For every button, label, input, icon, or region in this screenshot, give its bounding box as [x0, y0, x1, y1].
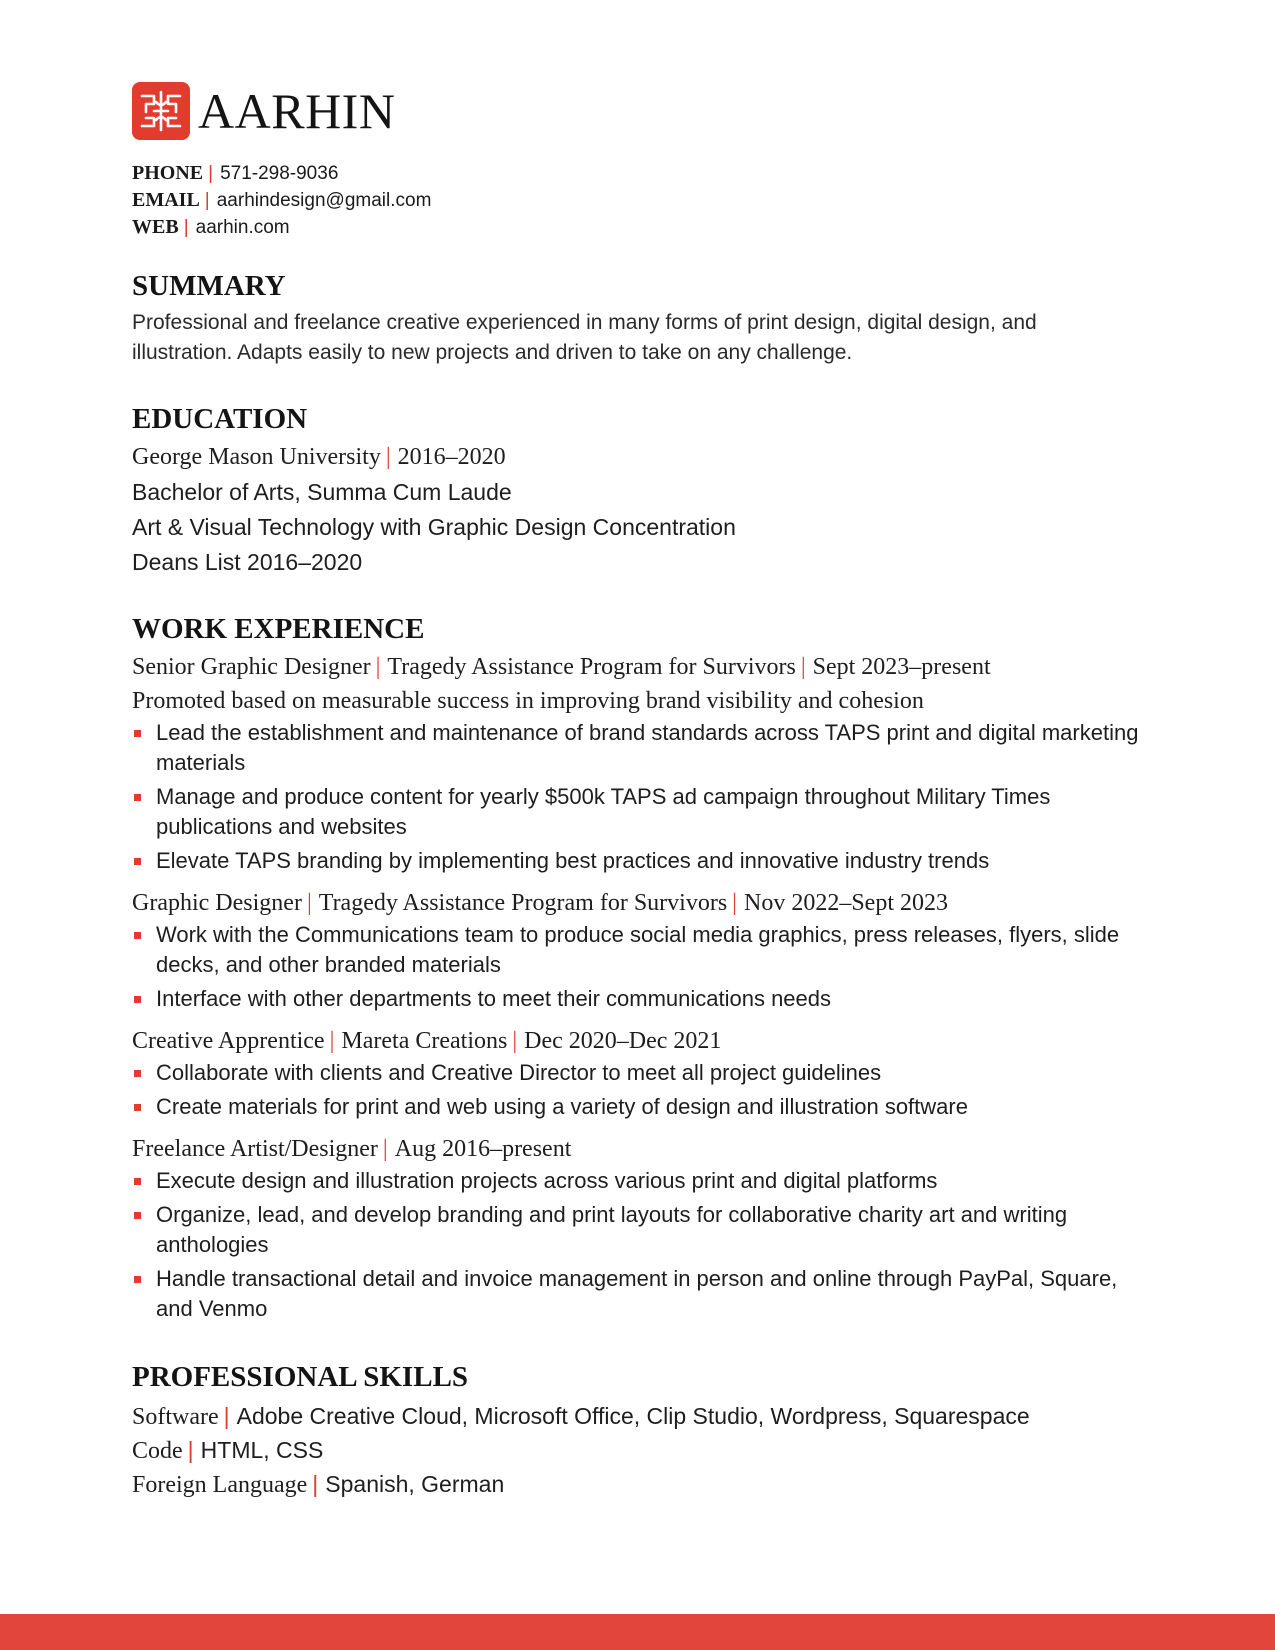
bullet-item: Create materials for print and web using a variety of design and illustration software [132, 1092, 1142, 1122]
job-role: Graphic Designer [132, 890, 302, 916]
education-line: Art & Visual Technology with Graphic Design Concentration [132, 514, 736, 540]
job-bullets [132, 1166, 1142, 1324]
separator: | [375, 654, 381, 680]
separator: | [208, 163, 214, 184]
bullet-item: Elevate TAPS branding by implementing best practices and innovative industry trends [132, 846, 1142, 876]
email-value[interactable]: aarhindesign@gmail.com [216, 190, 432, 211]
job-bullets [132, 1058, 1142, 1122]
job-dates: Aug 2016–present [394, 1136, 572, 1162]
ornamental-emblem-icon [132, 82, 190, 140]
job-bullets [132, 920, 1142, 1014]
bullet-item: Execute design and illustration projects across various print and digital platforms [132, 1166, 1142, 1196]
skill-label: Code [132, 1438, 183, 1464]
contact-block [132, 160, 1142, 241]
separator: | [223, 1403, 230, 1429]
bullet-item: Lead the establishment and maintenance of brand standards across TAPS print and digital marketing materials [132, 718, 1142, 778]
education-line: Deans List 2016–2020 [132, 549, 363, 575]
education-school-line [132, 440, 1142, 475]
skill-value: Spanish, German [325, 1471, 505, 1497]
job-dates: Sept 2023–present [812, 654, 991, 680]
bullet-item: Manage and produce content for yearly $500k TAPS ad campaign throughout Military Times publications and websites [132, 782, 1142, 842]
job-org: Mareta Creations [341, 1028, 508, 1054]
separator: | [385, 444, 391, 470]
job-role: Senior Graphic Designer [132, 654, 371, 680]
skill-value: Adobe Creative Cloud, Microsoft Office, Clip Studio, Wordpress, Squarespace [236, 1403, 1030, 1429]
summary-section [132, 269, 1142, 368]
bullet-item: Interface with other departments to meet their communications needs [132, 984, 1142, 1014]
bullet-item: Handle transactional detail and invoice management in person and online through PayPal, Square, and Venmo [132, 1264, 1142, 1324]
skill-line [132, 1434, 1142, 1468]
school-years: 2016–2020 [397, 444, 506, 470]
skills-title: PROFESSIONAL SKILLS [132, 1361, 469, 1393]
brand-header [132, 82, 1142, 140]
skills-list [132, 1400, 1142, 1502]
job-bullets [132, 718, 1142, 876]
web-label: WEB [132, 216, 179, 238]
job-dates: Nov 2022–Sept 2023 [743, 890, 948, 916]
education-section [132, 402, 1142, 580]
education-title: EDUCATION [132, 403, 308, 435]
phone-label: PHONE [132, 162, 204, 184]
skill-line [132, 1468, 1142, 1502]
contact-web-line [132, 214, 1142, 241]
separator: | [800, 654, 806, 680]
education-line: Bachelor of Arts, Summa Cum Laude [132, 479, 512, 505]
job-entry [132, 1024, 1142, 1122]
job-org: Tragedy Assistance Program for Survivors [318, 890, 728, 916]
job-role: Freelance Artist/Designer [132, 1136, 378, 1162]
contact-email-line [132, 187, 1142, 214]
job-org: Tragedy Assistance Program for Survivors [387, 654, 796, 680]
job-entry [132, 650, 1142, 876]
brand-name: AARHIN [198, 83, 396, 139]
job-note: Promoted based on measurable success in improving brand visibility and cohesion [132, 688, 924, 714]
separator: | [732, 890, 737, 916]
job-dates: Dec 2020–Dec 2021 [524, 1028, 722, 1054]
separator: | [306, 890, 312, 916]
summary-title: SUMMARY [132, 270, 286, 302]
contact-phone-line [132, 160, 1142, 187]
separator: | [329, 1028, 335, 1054]
work-section [132, 612, 1142, 1324]
bullet-item: Work with the Communications team to produce social media graphics, press releases, flyers, slide decks, and other branded materials [132, 920, 1142, 980]
separator: | [382, 1136, 388, 1162]
job-heading [132, 1024, 1142, 1058]
skill-value: HTML, CSS [200, 1437, 324, 1463]
work-title: WORK EXPERIENCE [132, 613, 425, 645]
footer-accent-bar [0, 1614, 1275, 1650]
separator: | [183, 217, 189, 238]
separator: | [512, 1028, 518, 1054]
separator: | [187, 1437, 194, 1463]
bullet-item: Collaborate with clients and Creative Director to meet all project guidelines [132, 1058, 1142, 1088]
skill-label: Foreign Language [132, 1472, 308, 1498]
job-heading [132, 886, 1142, 920]
education-list [132, 440, 1142, 580]
job-heading [132, 650, 1142, 684]
email-label: EMAIL [132, 189, 200, 211]
skill-line [132, 1400, 1142, 1434]
separator: | [312, 1471, 319, 1497]
bullet-item: Organize, lead, and develop branding and print layouts for collaborative charity art and writing anthologies [132, 1200, 1142, 1260]
job-entry [132, 1132, 1142, 1324]
separator: | [204, 190, 210, 211]
skills-section [132, 1360, 1142, 1502]
job-entry [132, 886, 1142, 1014]
job-role: Creative Apprentice [132, 1028, 325, 1054]
summary-text: Professional and freelance creative experienced in many forms of print design, digital design, and illustration. Adapts easily to new projects and driven to take on any challenge. [132, 311, 1037, 364]
resume-page [132, 82, 1142, 1502]
web-value[interactable]: aarhin.com [195, 217, 290, 238]
phone-value[interactable]: 571-298-9036 [220, 163, 339, 184]
school-name: George Mason University [132, 444, 381, 470]
job-heading [132, 1132, 1142, 1166]
skill-label: Software [132, 1404, 219, 1430]
